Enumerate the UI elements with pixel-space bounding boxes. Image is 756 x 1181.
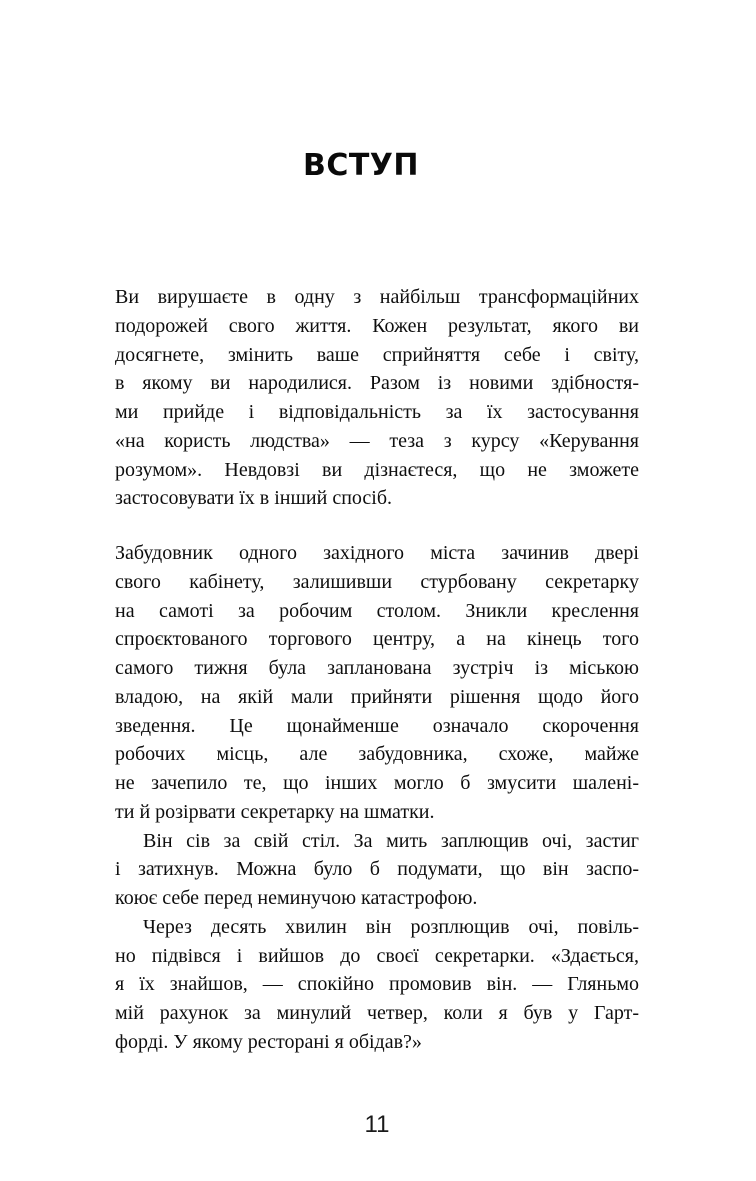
text-line: свого кабінету, залишивши стурбовану секретарку [115, 570, 639, 593]
text-line: владою, на якій мали прийняти рішення щодо його [115, 685, 639, 708]
paragraph [115, 913, 639, 1057]
text-line: Ви вирушаєте в одну з найбільш трансформаційних [115, 286, 639, 308]
text-line: но підвівся і вийшов до своєї секретарки. «Здається, [115, 944, 639, 967]
text-line: «на користь людства» — теза з курсу «Керування [115, 429, 639, 452]
text-line: коює себе перед неминучою катастрофою. [115, 887, 478, 909]
text-line: мій рахунок за минулий четвер, коли я був у Гарт- [115, 1002, 639, 1024]
text-line: Через десять хвилин він розплющив очі, повіль- [143, 915, 639, 938]
text-line: не зачепило те, що інших могло б змусити шалені- [115, 772, 639, 794]
text-line: і затихнув. Можна було б подумати, що він заспо- [115, 858, 639, 881]
text-line: робочих місць, але забудовника, схоже, майже [115, 743, 639, 766]
text-line: форді. У якому ресторані я обідав?» [115, 1030, 422, 1053]
text-line: застосовувати їх в інший спосіб. [115, 487, 393, 510]
text-line: ми прийде і відповідальність за їх застосування [115, 401, 639, 423]
text-line: на самоті за робочим столом. Зникли креслення [115, 599, 639, 622]
text-line: зведення. Це щонайменше означало скорочення [115, 714, 639, 737]
body-text [115, 283, 639, 1057]
text-line: самого тижня була запланована зустріч із міською [115, 657, 639, 679]
text-line: в якому ви народилися. Разом із новими здібностя- [115, 372, 639, 395]
text-line: спроєктованого торгового центру, а на кінець того [115, 628, 639, 651]
paragraph [115, 539, 639, 827]
text-line: я їх знайшов, — спокійно промовив він. — Гляньмо [115, 973, 639, 996]
text-line: розумом». Невдовзі ви дізнаєтеся, що не зможете [115, 458, 639, 481]
chapter-title: ВСТУП [302, 148, 420, 183]
text-line: подорожей свого життя. Кожен результат, якого ви [115, 314, 639, 337]
paragraph [115, 827, 639, 913]
text-line: досягнете, змінить ваше сприйняття себе і світу, [115, 343, 639, 366]
text-line: Забудовник одного західного міста зачинив двері [115, 542, 639, 564]
page-number: 11 [364, 1111, 390, 1138]
text-line: Він сів за свій стіл. За мить заплющив очі, застиг [143, 829, 639, 852]
text-line: ти й розірвати секретарку на шматки. [115, 800, 435, 823]
paragraph [115, 283, 639, 513]
